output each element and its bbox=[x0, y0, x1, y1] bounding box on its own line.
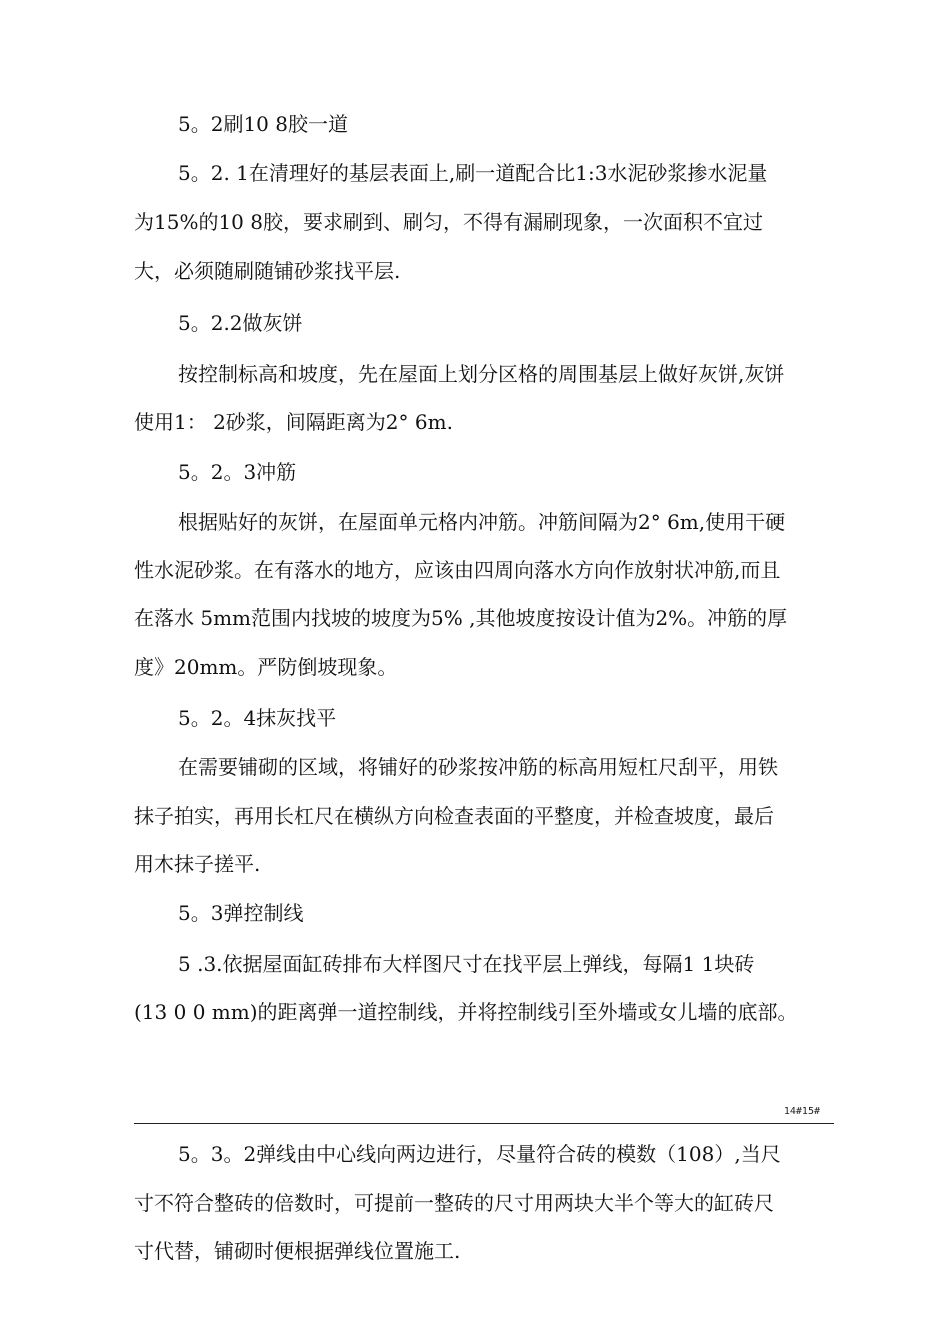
paragraph-5-3-1-line-1: 5 .3.依据屋面缸砖排布大样图尺寸在找平层上弹线，每隔1 1块砖 bbox=[178, 952, 755, 976]
paragraph-5-3-2-line-1: 5。3。2弹线由中心线向两边进行，尽量符合砖的模数（108）,当尺 bbox=[178, 1142, 781, 1166]
paragraph-5-2-2-line-1: 按控制标高和坡度，先在屋面上划分区格的周围基层上做好灰饼,灰饼 bbox=[178, 362, 785, 386]
paragraph-5-2-1-line-1: 5。2. 1在清理好的基层表面上,刷一道配合比1:3水泥砂浆掺水泥量 bbox=[178, 161, 768, 185]
heading-5-2-2: 5。2.2做灰饼 bbox=[178, 311, 303, 335]
paragraph-5-2-1-line-2: 为15%的10 8胶，要求刷到、刷匀，不得有漏刷现象，一次面积不宜过 bbox=[134, 210, 763, 234]
paragraph-5-2-4-line-3: 用木抹子搓平. bbox=[134, 852, 261, 876]
page-footer-divider bbox=[134, 1123, 834, 1124]
paragraph-5-2-1-line-3: 大，必须随刷随铺砂浆找平层. bbox=[134, 259, 401, 283]
paragraph-5-2-3-line-2: 性水泥砂浆。在有落水的地方，应该由四周向落水方向作放射状冲筋,而且 bbox=[134, 558, 781, 582]
paragraph-5-2-4-line-2: 抹子拍实，再用长杠尺在横纵方向检查表面的平整度，并检查坡度，最后 bbox=[134, 804, 774, 828]
paragraph-5-3-2-line-3: 寸代替，铺砌时便根据弹线位置施工. bbox=[134, 1239, 461, 1263]
paragraph-5-3-2-line-2: 寸不符合整砖的倍数时，可提前一整砖的尺寸用两块大半个等大的缸砖尺 bbox=[134, 1191, 774, 1215]
page-number: 14#15# bbox=[783, 1106, 820, 1117]
paragraph-5-3-1-line-2: (13 0 0 mm)的距离弹一道控制线，并将控制线引至外墙或女儿墙的底部。 bbox=[134, 1000, 798, 1024]
paragraph-5-2-3-line-3: 在落水 5mm范围内找坡的坡度为5% ,其他坡度按设计值为2%。冲筋的厚 bbox=[134, 606, 788, 630]
paragraph-5-2-4-line-1: 在需要铺砌的区域，将铺好的砂浆按冲筋的标高用短杠尺刮平，用铁 bbox=[178, 755, 778, 779]
heading-5-2-3: 5。2。3冲筋 bbox=[178, 460, 297, 484]
paragraph-5-2-2-line-2: 使用1： 2砂浆，间隔距离为2° 6m. bbox=[134, 410, 453, 434]
heading-5-3: 5。3弹控制线 bbox=[178, 901, 304, 925]
paragraph-5-2-3-line-4: 度》20mm。严防倒坡现象。 bbox=[134, 655, 398, 679]
heading-5-2-4: 5。2。4抹灰找平 bbox=[178, 706, 337, 730]
heading-5-2: 5。2刷10 8胶一道 bbox=[178, 112, 348, 136]
paragraph-5-2-3-line-1: 根据贴好的灰饼，在屋面单元格内冲筋。冲筋间隔为2° 6m,使用干硬 bbox=[178, 510, 786, 534]
